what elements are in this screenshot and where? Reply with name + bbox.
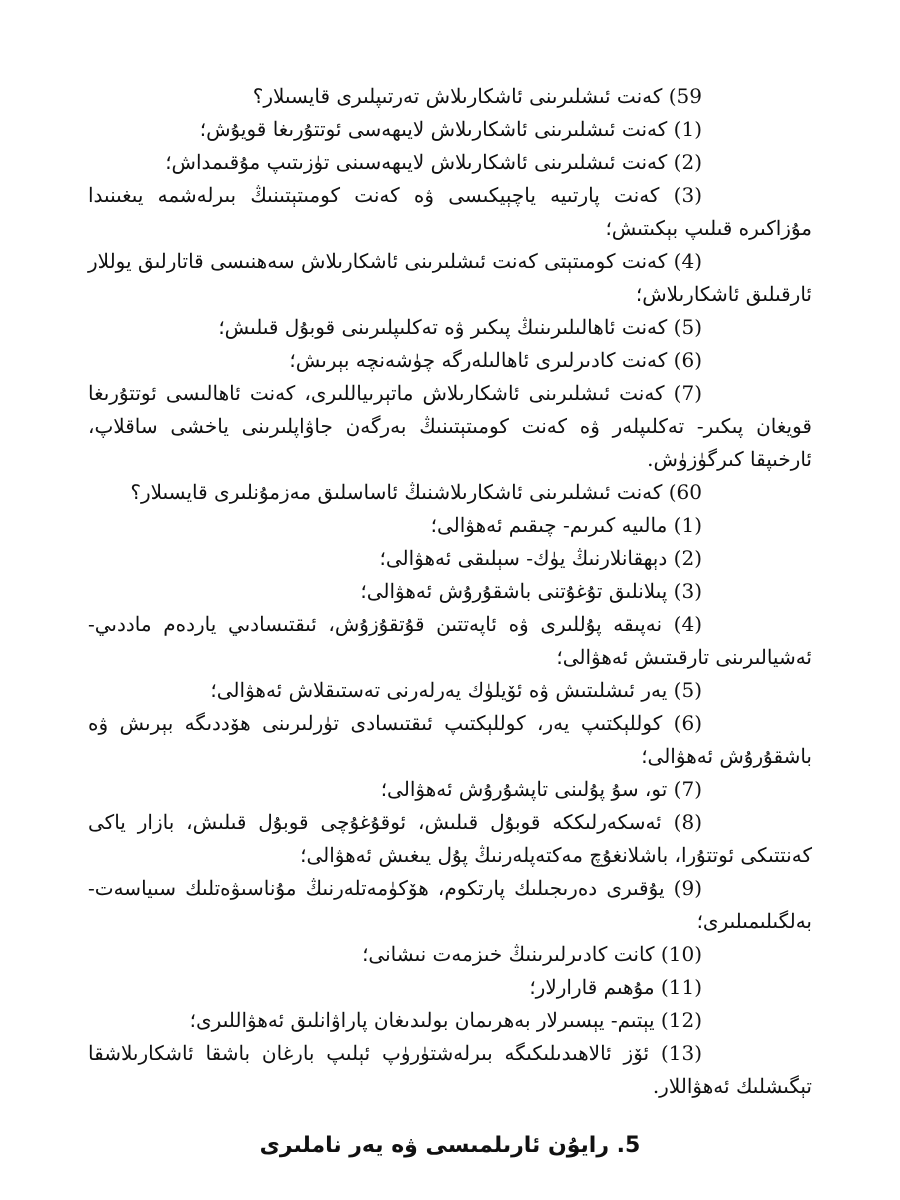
section-heading: 5. رايۇن ئارىلمىسى ۋە يەر ناملىرى xyxy=(259,1133,641,1158)
q60-item-7: (7) تو، سۇ پۇلىنى تاپشۇرۇش ئەھۋالى؛ xyxy=(380,777,702,801)
question-60-title: 60) كەنت ئىشلىرىنى ئاشكارىلاشنىڭ ئاساسلىق مەزمۇنلىرى قايسىلار؟ xyxy=(130,480,702,504)
q60-item-2: (2) دېھقانلارنىڭ يۈك- سېلىقى ئەھۋالى؛ xyxy=(379,546,702,570)
q60-item-10: (10) كانت كادىرلىرىنىڭ خىزمەت نىشانى؛ xyxy=(362,942,702,966)
q60-item-3: (3) پىلانلىق تۇغۇتنى باشقۇرۇش ئەھۋالى؛ xyxy=(360,579,702,603)
q60-item-5: (5) يەر ئىشلىتىش ۋە ئۆيلۈك يەرلەرنى تەستىقلاش ئەھۋالى؛ xyxy=(210,678,702,702)
q59-item-3: (3) كەنت پارتىيە ياچېيكىسى ۋە كەنت كومىتېتىنىڭ بىرلەشمە يىغىنىدا مۇزاكىرە قىلىپ بېكىتىش؛ xyxy=(88,183,812,240)
question-59-title: 59) كەنت ئىشلىرىنى ئاشكارىلاش تەرتىپلىرى قايسىلار؟ xyxy=(252,84,702,108)
q60-item-13: (13) ئۆز ئالاھىدىلىكىگە بىرلەشتۈرۈپ ئېلىپ بارغان باشقا ئاشكارىلاشقا تېگىشلىك ئەھۋاللار. xyxy=(88,1041,812,1098)
q60-item-11: (11) مۇھىم قارارلار؛ xyxy=(529,975,702,999)
q60-item-8: (8) ئەسكەرلىككە قوبۇل قىلىش، ئوقۇغۇچى قوبۇل قىلىش، بازار ياكى كەنتتىكى ئوتتۇرا، باشلانغۇچ مەكتەپلەرنىڭ پۇل يىغىش ئەھۋالى؛ xyxy=(88,810,812,867)
q60-item-4: (4) نەپىقە پۇللىرى ۋە ئاپەتتىن قۇتقۇزۇش، ئىقتىسادىي ياردەم ماددىي- ئەشيالىرىنى تارقىتىش ئەھۋالى؛ xyxy=(88,612,812,669)
q60-item-9: (9) يۇقىرى دەرىجىلىك پارتكوم، ھۆكۈمەتلەرنىڭ مۇناسىۋەتلىك سىياسەت- بەلگىلىمىلىرى؛ xyxy=(88,876,812,933)
q59-item-6: (6) كەنت كادىرلىرى ئاھالىلەرگە چۈشەنچە بېرىش؛ xyxy=(289,348,702,372)
q60-item-1: (1) مالىيە كىرىم- چىقىم ئەھۋالى؛ xyxy=(430,513,702,537)
q59-item-7: (7) كەنت ئىشلىرىنى ئاشكارىلاش ماتېرىياللىرى، كەنت ئاھالىسى ئوتتۇرىغا قويغان پىكىر- تەكلىپلەر ۋە كەنت كومىتېتىنىڭ بەرگەن جاۋاپلىرىنى ياخشى ساقلاپ، ئارخىپقا كىرگۈزۈش. xyxy=(88,381,812,471)
q59-item-5: (5) كەنت ئاھالىلىرىنىڭ پىكىر ۋە تەكلىپلىرىنى قوبۇل قىلىش؛ xyxy=(218,315,702,339)
q59-item-2: (2) كەنت ئىشلىرىنى ئاشكارىلاش لايىھەسىنى تۈزىتىپ مۇقىمداش؛ xyxy=(165,150,702,174)
q59-item-1: (1) كەنت ئىشلىرىنى ئاشكارىلاش لايىھەسى ئوتتۇرىغا قويۇش؛ xyxy=(199,117,702,141)
q60-item-6: (6) كوللېكتىپ يەر، كوللېكتىپ ئىقتىسادى تۈرلىرىنى ھۆددىگە بېرىش ۋە باشقۇرۇش ئەھۋالى؛ xyxy=(88,711,812,768)
q60-item-12: (12) يېتىم- يېسىرلار بەھرىمان بولىدىغان پاراۋانلىق ئەھۋاللىرى؛ xyxy=(189,1008,702,1032)
q59-item-4: (4) كەنت كومىتېتى كەنت ئىشلىرىنى ئاشكارىلاش سەھنىسى قاتارلىق يوللار ئارقىلىق ئاشكارىلاش؛ xyxy=(88,249,812,306)
